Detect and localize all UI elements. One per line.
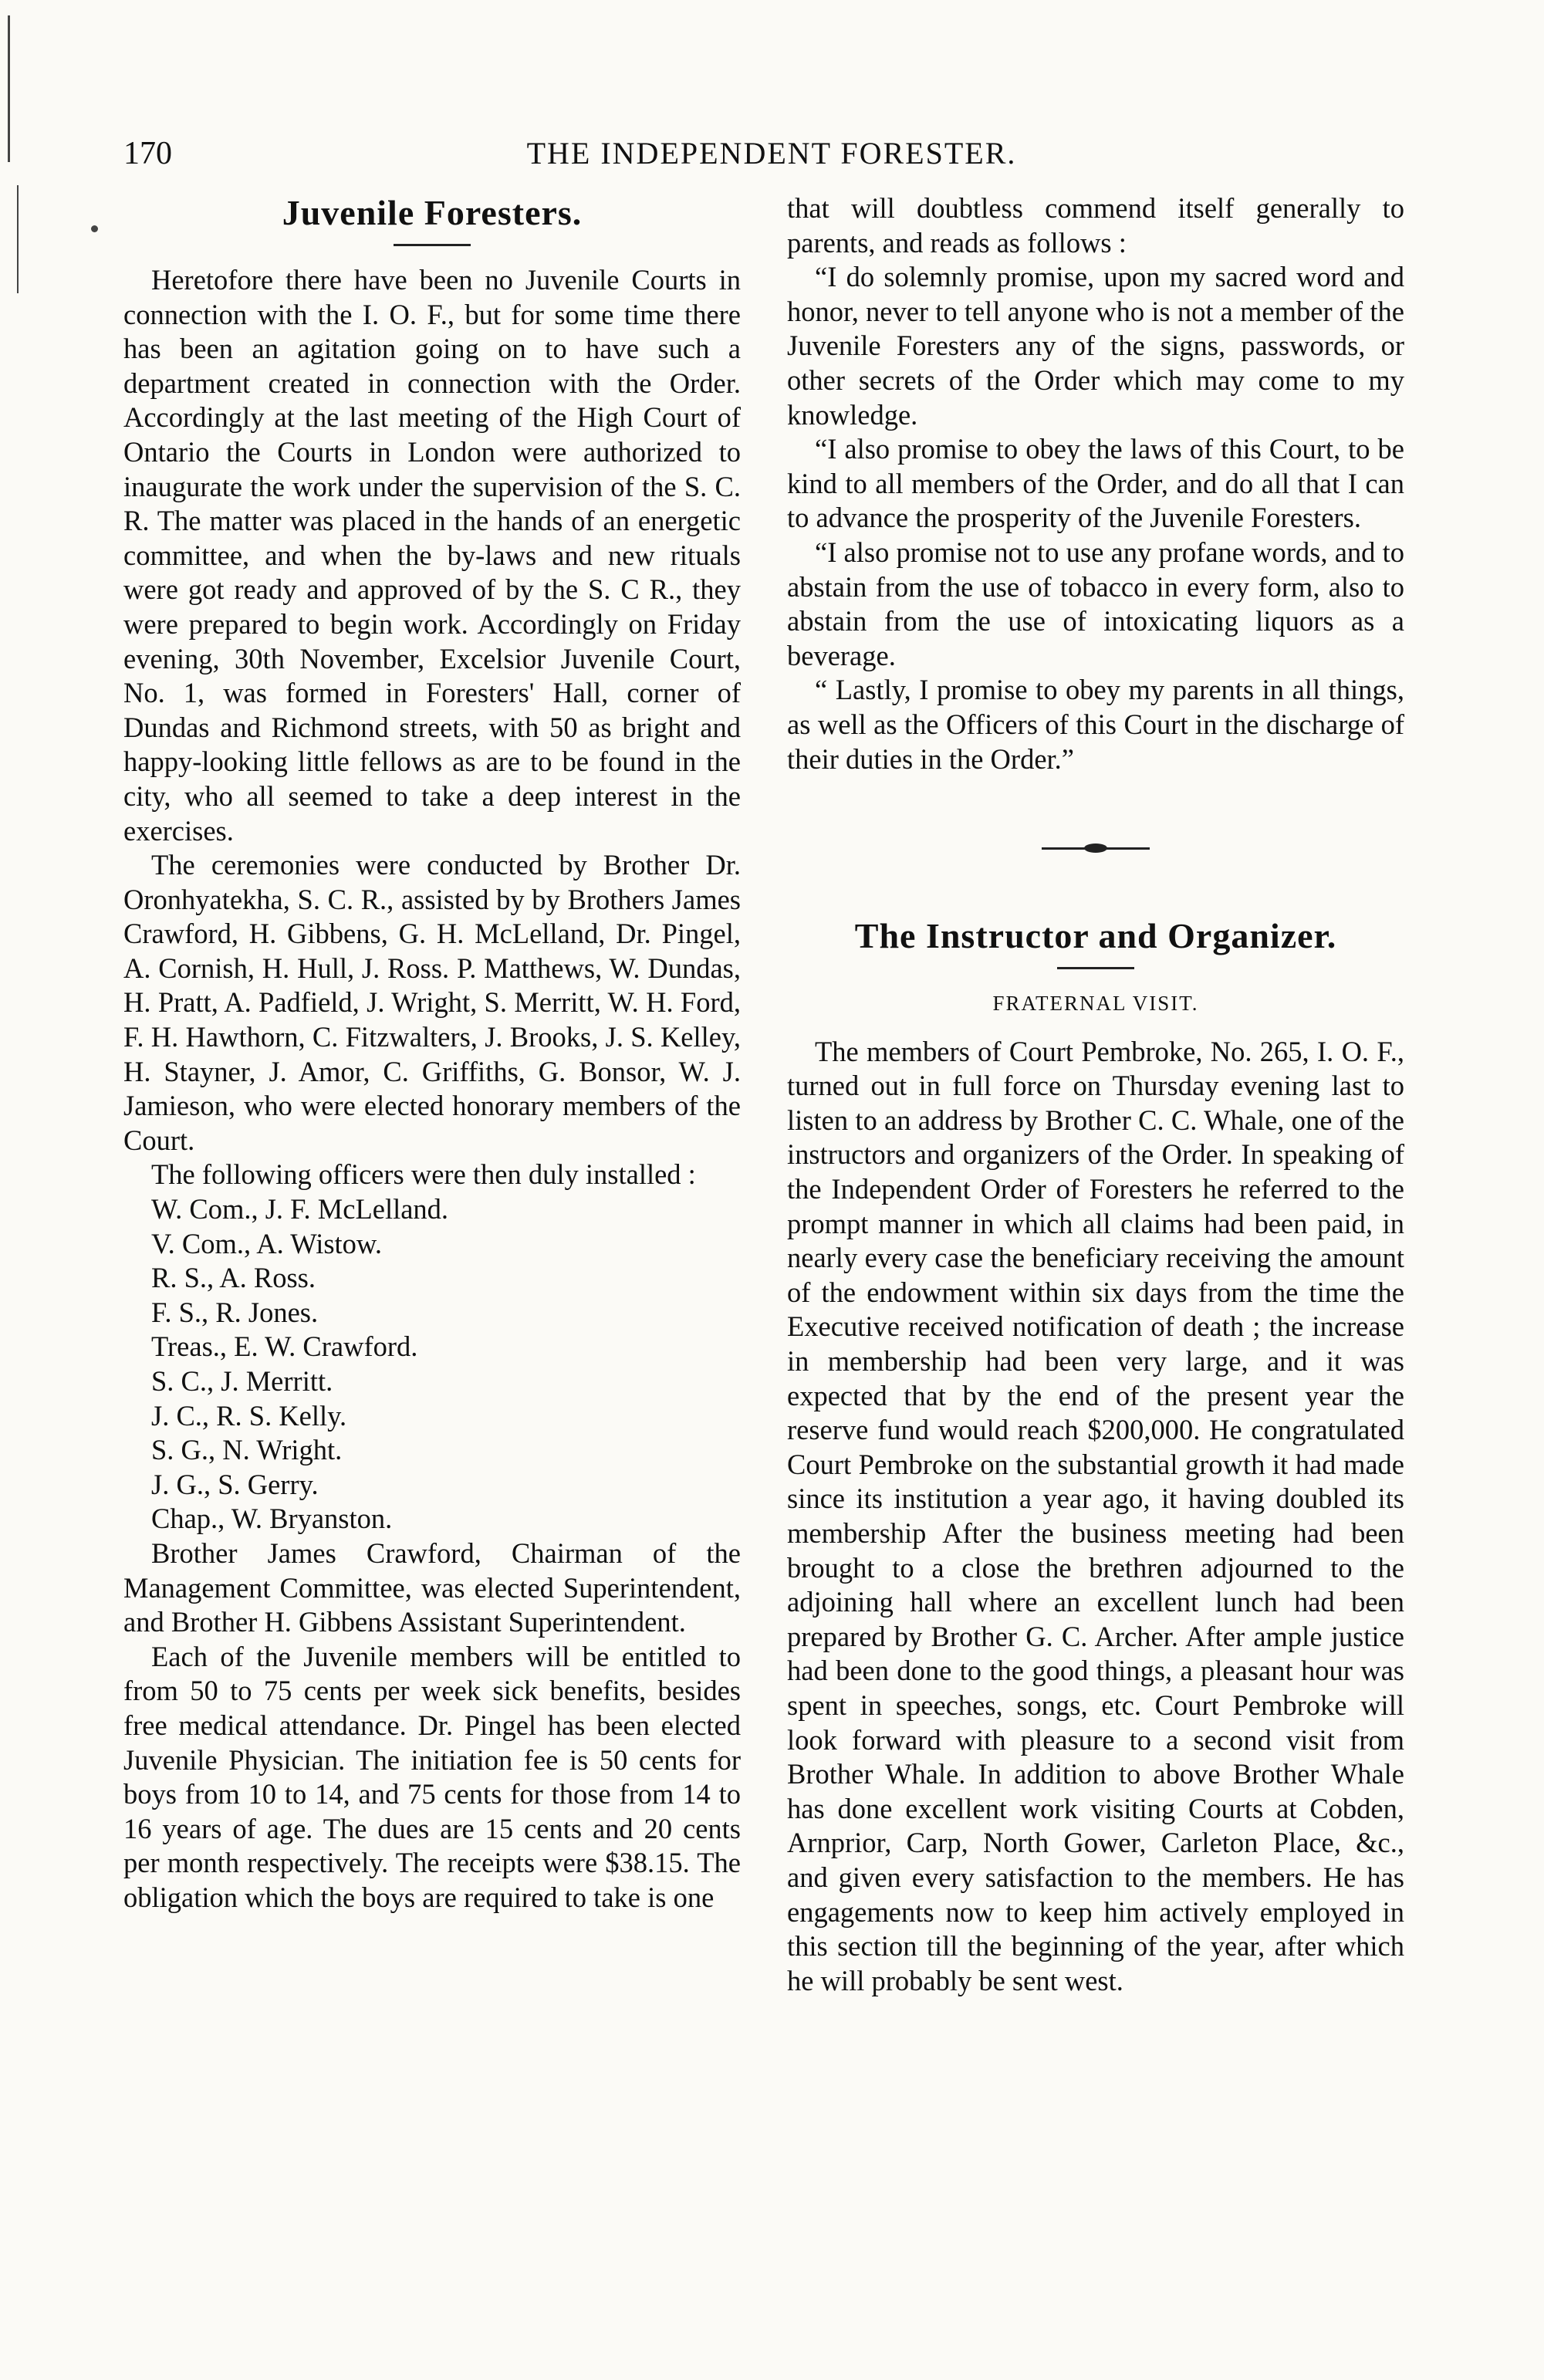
- officer-item: S. G., N. Wright.: [151, 1434, 343, 1466]
- officer-item: F. S., R. Jones.: [151, 1296, 319, 1328]
- margin-mark-left: [8, 15, 10, 162]
- article-title-juvenile: Juvenile Foresters.: [282, 193, 583, 232]
- title-rule: [1057, 967, 1134, 969]
- officer-item: J. C., R. S. Kelly.: [151, 1399, 347, 1432]
- right-column: [787, 191, 1404, 1998]
- paragraph: The ceremonies were conducted by Brother Dr. Oronhyatekha, S. C. R., assisted by by Brothers James Crawford, H. Gibbens, G. H. McLelland, Dr. Pingel, A. Cornish, H. Hull, J. Ross. P. Matthews, W. Dundas, H. Pratt, A. Padfield, J. Wright, S. Merritt, W. H. Ford, F. H. Hawthorn, C. Fitzwalters, J. Brooks, J. S. Kelley, H. Stayner, J. Amor, C. Griffiths, G. Bonsor, W. J. Jamieson, who were elected honorary members of the Court.: [123, 849, 741, 1156]
- paragraph: Each of the Juvenile members will be entitled to from 50 to 75 cents per week sick benefits, besides free medical attendance. Dr. Pingel has been elected Juvenile Physician. The initiation fee is 50 cents for boys from 10 to 14, and 75 cents for those from 14 to 16 years of age. The dues are 15 cents and 20 cents per month respectively. The receipts were $38.15. The obligation which the boys are required to take is one: [123, 1640, 741, 1913]
- margin-mark-left-lower: [17, 185, 19, 293]
- paragraph: Heretofore there have been no Juvenile Courts in connection with the I. O. F., but for some time there has been an agitation going on to have such a department created in connection with the Order. Accordingly at the last meeting of the High Court of Ontario the Courts in London were authorized to inaugurate the work under the supervision of the S. C. R. The matter was placed in the hands of an energetic committee, and when the by-laws and new rituals were got ready and approved of by the S. C R., they were prepared to begin work. Accordingly on Friday evening, 30th November, Excelsior Juvenile Court, No. 1, was formed in Foresters' Hall, corner of Dundas and Richmond streets, with 50 as bright and happy-looking little fellows as are to be found in the city, who all seemed to take a deep interest in the exercises.: [123, 264, 741, 847]
- article-subhead: FRATERNAL VISIT.: [992, 992, 1199, 1016]
- officers-list: [123, 1192, 741, 1537]
- obligation-quote: “I also promise to obey the laws of this Court, to be kind to all members of the Order, and do all that I can to advance the prosperity of the Juvenile Foresters.: [787, 433, 1404, 534]
- obligation-quote: “ Lastly, I promise to obey my parents in all things, as well as the Officers of this Court in the discharge of their duties in the Order.”: [787, 674, 1404, 775]
- officer-item: W. Com., J. F. McLelland.: [151, 1193, 449, 1225]
- officer-item: J. G., S. Gerry.: [151, 1468, 319, 1500]
- section-divider-ornament: [1042, 847, 1150, 850]
- officer-item: Treas., E. W. Crawford.: [151, 1330, 418, 1363]
- officer-item: Chap., W. Bryanston.: [151, 1503, 393, 1535]
- obligation-quote: “I do solemnly promise, upon my sacred word and honor, never to tell anyone who is not a member of the Juvenile Foresters any of the signs, passwords, or other secrets of the Order which may come to my knowledge.: [787, 261, 1404, 431]
- article-title-instructor: The Instructor and Organizer.: [854, 916, 1337, 956]
- left-column: [123, 191, 741, 1915]
- paragraph-continued: that will doubtless commend itself generally to parents, and reads as follows :: [787, 192, 1404, 259]
- officer-item: S. C., J. Merritt.: [151, 1365, 333, 1397]
- paragraph: The members of Court Pembroke, No. 265, I. O. F., turned out in full force on Thursday evening last to listen to an address by Brother C. C. Whale, one of the instructors and organizers of the Order. In speaking of the Independent Order of Foresters he referred to the prompt manner in which all claims had been paid, in nearly every case the beneficiary receiving the amount of the endowment within six days from the time the Executive received notification of death ; the increase in membership had been very large, and it was expected that by the end of the present year the reserve fund would reach $200,000. He congratulated Court Pembroke on the substantial growth it had made since its institution a year ago, it having doubled its membership After the business meeting had been brought to a close the brethren adjourned to the adjoining hall where an excellent lunch had been prepared by Brother G. C. Archer. After ample justice had been done to the good things, a pleasant hour was spent in speeches, songs, etc. Court Pembroke will look forward with pleasure to a second visit from Brother Whale. In addition to above Brother Whale has done excellent work visiting Courts at Cobden, Arnprior, Carp, North Gower, Carleton Place, &c., and given every satisfaction to the members. He has engagements now to keep him actively employed in this section till the beginning of the year, after which he will probably be sent west.: [787, 1035, 1404, 1996]
- officer-item: V. Com., A. Wistow.: [151, 1227, 383, 1259]
- margin-bullet: [91, 225, 98, 232]
- paragraph: Brother James Crawford, Chairman of the Management Committee, was elected Superintendent, and Brother H. Gibbens Assistant Superintendent.: [123, 1537, 741, 1638]
- running-head: [123, 135, 1420, 181]
- page-number: 170: [123, 136, 172, 171]
- officer-item: R. S., A. Ross.: [151, 1262, 316, 1294]
- obligation-quote: “I also promise not to use any profane words, and to abstain from the use of tobacco in every form, also to abstain from the use of intoxicating liquors as a beverage.: [787, 536, 1404, 671]
- journal-title: THE INDEPENDENT FORESTER.: [526, 136, 1017, 171]
- paragraph: The following officers were then duly installed :: [151, 1158, 696, 1191]
- title-rule: [394, 244, 471, 246]
